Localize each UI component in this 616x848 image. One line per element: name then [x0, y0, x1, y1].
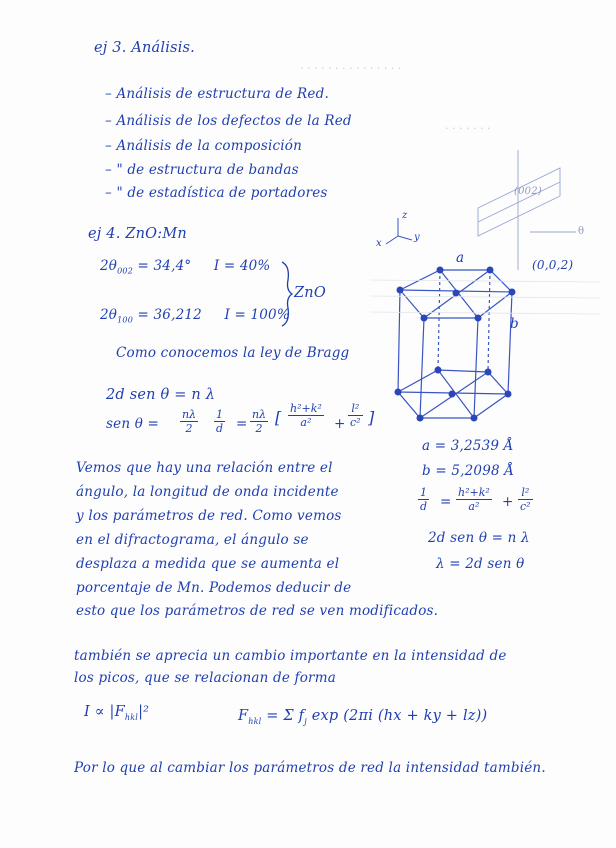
plane-coordinates: (0,0,2) [532, 258, 574, 272]
paragraph-line: ángulo, la longitud de onda incidente [76, 484, 339, 500]
intensity-proportionality: $I \propto |F_{hkl}|^2$ [84, 704, 150, 722]
y-axis-label: y [414, 232, 420, 243]
structure-factor-equation: $F_{hkl} = \Sigma$ $f_j$ exp (2πi (hx + ky + lz)) [238, 708, 488, 726]
fraction: $\frac{1}{d}$ [216, 408, 224, 435]
fraction: $\frac{\text{l²}}{\text{c²}}$ [350, 402, 361, 429]
brace [282, 262, 292, 326]
paragraph-line: desplaza a medida que se aumenta el [76, 556, 340, 572]
ej3-item: – Análisis de la composición [105, 138, 303, 154]
angle-label: 2θ [100, 258, 118, 274]
plane-label: (002) [514, 186, 542, 197]
ej3-item: – Análisis de estructura de Red. [105, 86, 329, 102]
fraction: $\frac{n\lambda}{2}$ [182, 408, 197, 435]
paragraph-line: y los parámetros de red. Como vemos [76, 508, 342, 524]
plane-sketch [478, 150, 576, 270]
ej3-heading: ej 3. Análisis. [94, 40, 195, 56]
fraction: $\frac{n\lambda}{2}$ [252, 408, 267, 435]
ej3-item: – " de estructura de bandas [105, 162, 299, 178]
label-b: b [510, 316, 519, 332]
paragraph-line: en el difractograma, el ángulo se [76, 532, 309, 548]
compound-label: ZnO [294, 285, 326, 301]
paragraph-line: los picos, que se relacionan de forma [74, 670, 336, 686]
fraction: $\frac{1}{d}$ [420, 486, 428, 513]
label-a: a [456, 250, 465, 266]
paragraph-line: Vemos que hay una relación entre el [76, 460, 333, 476]
paragraph-line: esto que los parámetros de red se ven modificados. [76, 603, 439, 619]
faint-grid [370, 280, 600, 314]
bragg-law-right: 2d sen θ = n λ [428, 530, 530, 546]
ej4-heading: ej 4. ZnO:Mn [88, 226, 187, 242]
ej3-item: – " de estadística de portadores [105, 185, 328, 201]
miller-index: 002 [117, 266, 133, 276]
bleed-through-text: · · · · · · · [445, 122, 491, 135]
equals-sign: = [440, 494, 452, 510]
angle-label: 2θ [100, 307, 118, 323]
angle-value: = 36,212 [137, 307, 202, 323]
plus-sign: + [334, 416, 346, 432]
fraction: $\frac{\text{h²+k²}}{\text{a²}}$ [458, 486, 490, 513]
plus-sign: + [502, 494, 514, 510]
angle-value: = 34,4° [137, 258, 192, 274]
sen-theta-lhs: sen θ = [106, 416, 160, 432]
intensity-value: I = 100% [224, 307, 290, 323]
miller-index: 100 [117, 315, 133, 325]
lattice-b-value: b = 5,2098 Å [422, 463, 515, 479]
lambda-equation: λ = 2d sen θ [436, 556, 525, 572]
z-axis-label: z [402, 210, 408, 221]
lattice-a-value: a = 3,2539 Å [422, 438, 514, 454]
bracket-open: [ [275, 408, 282, 427]
fraction: $\frac{\text{l²}}{\text{c²}}$ [520, 486, 531, 513]
paragraph-line: también se aprecia un cambio importante en la intensidad de [74, 648, 507, 664]
axis-label: θ [578, 226, 585, 237]
x-axis-label: x [376, 238, 382, 249]
bragg-law: 2d sen θ = n λ [106, 387, 216, 403]
ej3-item: – Análisis de los defectos de la Red [105, 113, 352, 129]
intensity-value: I = 40% [213, 258, 271, 274]
fraction: $\frac{\text{h²+k²}}{\text{a²}}$ [290, 402, 322, 429]
axes-sketch [386, 218, 412, 244]
bragg-intro: Como conocemos la ley de Bragg [116, 345, 350, 361]
equals-sign: = [236, 416, 248, 432]
bracket-close: ] [368, 408, 375, 427]
paragraph-line: porcentaje de Mn. Podemos deducir de [76, 580, 352, 596]
bleed-through-text: · · · · · · · · · · · · · · · [300, 62, 402, 75]
conclusion-line: Por lo que al cambiar los parámetros de red la intensidad también. [74, 760, 546, 776]
